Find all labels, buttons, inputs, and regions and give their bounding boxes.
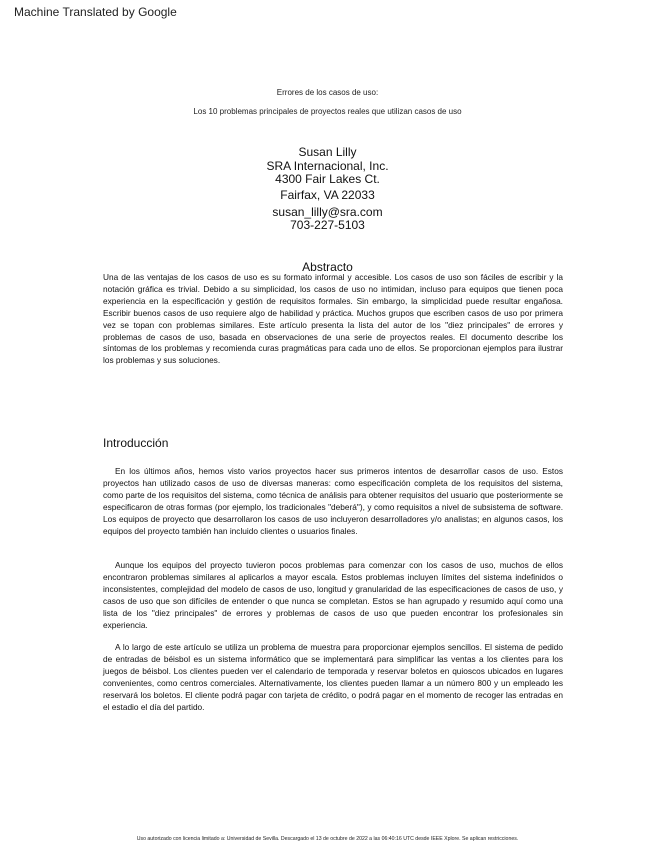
author-phone: 703-227-5103 xyxy=(290,218,365,232)
license-footer: Uso autorizado con licencia limitado a: Universidad de Sevilla. Descargado el 13 de octubre de 2022 a las 06:40:16 UTC desde IEEE Xplore. Se aplican restricciones. xyxy=(136,836,519,842)
paper-title-line2: Los 10 problemas principales de proyectos reales que utilizan casos de uso xyxy=(193,107,462,116)
paper-title-line1: Errores de los casos de uso: xyxy=(276,88,379,97)
author-city: Fairfax, VA 22033 xyxy=(280,188,375,202)
author-name: Susan Lilly xyxy=(298,145,357,159)
author-street: 4300 Fair Lakes Ct. xyxy=(275,172,380,186)
intro-paragraph: Aunque los equipos del proyecto tuvieron pocos problemas para comenzar con los casos de uso, muchos de ellos encontraron problemas similares al aplicarlos a mayor escala. Estos problemas incluyen límites del sistema indefinidos o inconsistentes, complejidad del modelo de casos de uso, longitud y granularidad de las especificaciones de casos de uso, y casos de uso que son difíciles de entender o que nunca se completan. Estos se han agrupado y resumido aquí como una lista de los "diez principales" de errores y problemas de casos de uso que pueden encontrar los profesionales sin experiencia. xyxy=(103,560,563,630)
intro-paragraph: A lo largo de este artículo se utiliza un problema de muestra para proporcionar ejemplos sencillos. El sistema de pedido de entradas de béisbol es un sistema informático que se implementará para simplificar las ventas a los clientes para los juegos de béisbol. Los clientes pueden ver el calendario de temporada y reservar boletos en quioscos ubicados en lugares convenientes, como centros comerciales. Alternativamente, los clientes pueden llamar a un número 800 y un empleado les reservará los boletos. El cliente podrá pagar con tarjeta de crédito, o podrá pagar en el momento de recoger las entradas en el estadio el día del partido. xyxy=(103,642,563,712)
abstract-text: Una de las ventajas de los casos de uso es su formato informal y accesible. Los casos de uso son fáciles de escribir y la notación gráfica es trivial. Debido a su simplicidad, los casos de uso no intimidan, incluso para equipos que tienen poca experiencia en la especificación y gestión de requisitos formales. Sin embargo, la simplicidad puede resultar engañosa. Escribir buenos casos de uso requiere algo de habilidad y práctica. Muchos grupos que escriben casos de uso por primera vez se topan con problemas similares. Este artículo presenta la lista del autor de los "diez principales" de errores y problemas de casos de uso, basada en observaciones de una serie de proyectos reales. El documento describe los síntomas de los problemas y recomienda curas pragmáticas para cada uno de ellos. Se proporcionan ejemplos para ilustrar los problemas y sus soluciones. xyxy=(103,272,563,366)
author-organization: SRA Internacional, Inc. xyxy=(266,159,389,173)
author-email: susan_lilly@sra.com xyxy=(272,205,383,219)
abstract-heading: Abstracto xyxy=(302,260,353,274)
intro-paragraph: En los últimos años, hemos visto varios proyectos hacer sus primeros intentos de desarrollar casos de uso. Estos proyectos han utilizado casos de uso de diversas maneras: como especificación completa de los requisitos del sistema, como parte de los requisitos del sistema, como técnica de análisis para obtener requisitos del usuario que posteriormente se especificaron de otras formas (por ejemplo, los tradicionales "deberá"), y como requisitos a nivel de subsistema de software. Los equipos de proyecto que desarrollaron los casos de uso incluyeron desarrolladores y/o analistas; en algunos casos, los equipos del proyecto también han incluido clientes o usuarios finales. xyxy=(103,466,563,536)
machine-translation-banner: Machine Translated by Google xyxy=(14,5,177,19)
introduction-heading: Introducción xyxy=(103,436,169,450)
